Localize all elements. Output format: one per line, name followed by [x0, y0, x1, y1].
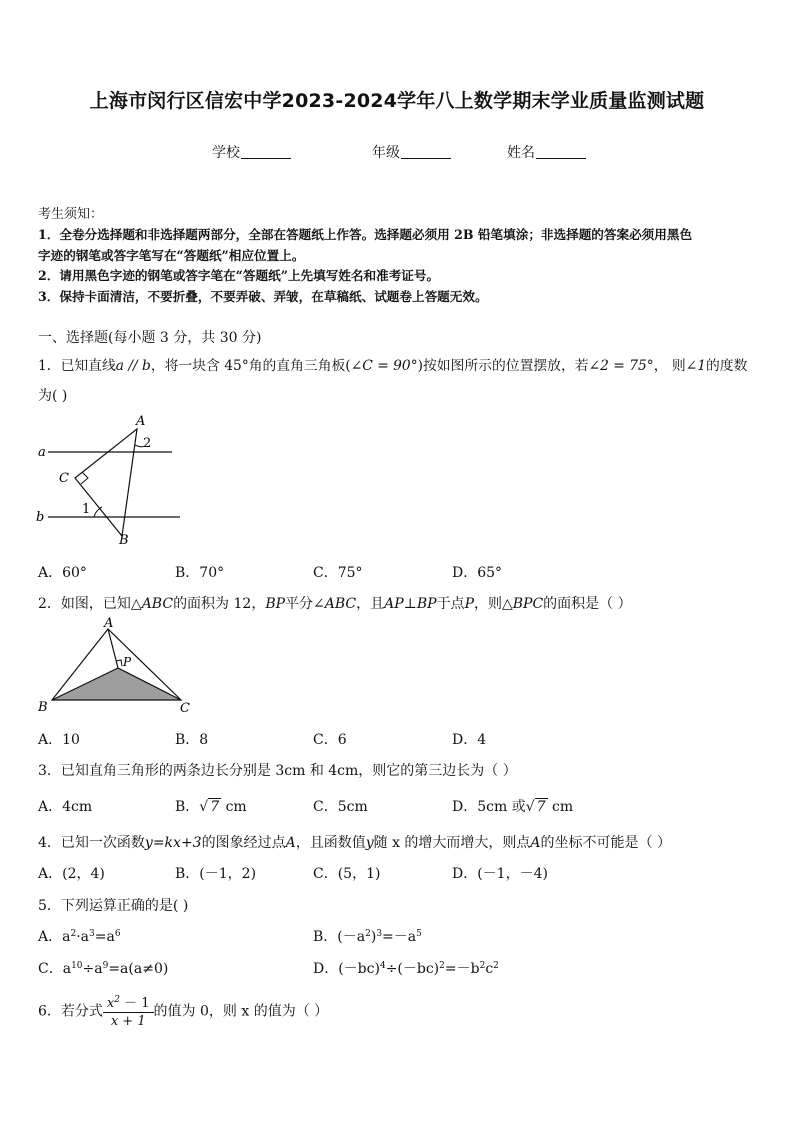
q4-point-a: A [285, 835, 296, 851]
label-line-b: b [36, 510, 45, 525]
name-field [507, 142, 586, 162]
grade-blank [401, 157, 451, 159]
q4-point-a-2: A [530, 835, 541, 851]
q1-option-c[interactable]: C．75° [313, 565, 363, 581]
q5-d-part: ÷(－bc) [385, 961, 440, 977]
q3-option-d-prefix: D．5cm 或 [452, 799, 526, 815]
q2-option-b[interactable]: B．8 [175, 732, 209, 748]
question-4-text [38, 832, 671, 852]
school-field [212, 142, 291, 162]
q4-option-b[interactable]: B．(－1，2) [175, 866, 257, 882]
q5-a-part: ·a [76, 929, 89, 945]
q2-text-5: 于点 [436, 596, 465, 612]
question-2-text [38, 593, 632, 613]
section-1-heading: 一、选择题(每小题 3 分，共 30 分) [38, 330, 262, 346]
q2-text-2: 的面积为 12， [173, 596, 266, 612]
q5-a-part: A．a [38, 929, 71, 945]
q3-option-b-prefix: B． [175, 799, 200, 815]
q1-text-3: )按如图所示的位置摆放，若 [417, 358, 589, 374]
q2-text-1: 2．如图，已知 [38, 596, 131, 612]
q5-a-exp: 3 [89, 929, 95, 939]
notice-item-1-line-2: 字迹的钢笔或答字笔写在“答题纸”相应位置上。 [38, 248, 305, 263]
q1-option-a[interactable]: A．60° [38, 565, 87, 581]
q1-text-2: ，将一块含 45°角的直角三角板( [150, 358, 351, 374]
q4-option-a[interactable]: A．(2，4) [38, 866, 105, 882]
notice-heading: 考生须知： [38, 207, 104, 222]
q1-figure [30, 410, 200, 550]
q5-option-b[interactable] [313, 926, 422, 946]
q4-y: y [365, 835, 374, 851]
q4-option-d[interactable]: D．(－1，－4) [452, 866, 548, 882]
notice-item-2: 2．请用黑色字迹的钢笔或答字笔在“答题纸”上先填写姓名和准考证号。 [38, 268, 440, 283]
q6-denominator: x + 1 [110, 1014, 146, 1029]
q2-text-4: ，且 [356, 596, 385, 612]
q2-text-7: 的面积是（ ） [543, 596, 632, 612]
notice-item-3: 3．保持卡面清洁，不要折叠，不要弄破、弄皱，在草稿纸、试题卷上答题无效。 [38, 289, 488, 304]
q1-option-b[interactable]: B．70° [175, 565, 225, 581]
q4-text-2: 的图象经过点 [201, 835, 286, 851]
label-a-point: A [136, 414, 146, 429]
q5-c-exp: 9 [102, 961, 109, 971]
q5-a-part: =a [94, 929, 115, 945]
q4-text-5: 的坐标不可能是（ ） [540, 835, 671, 851]
q6-numerator [103, 992, 154, 1013]
notice-item-1-line-1: 1．全卷分选择题和非选择题两部分，全部在答题纸上作答。选择题必须用 2B 铅笔填涂；非选择题的答案必须用黑色 [38, 227, 693, 242]
q2-option-c[interactable]: C．6 [313, 732, 347, 748]
q5-c-part: C．a [38, 961, 72, 977]
label-c-point: C [180, 701, 190, 716]
q4-text-3: ，且函数值 [295, 835, 366, 851]
q5-b-part: B．(－a [313, 929, 366, 945]
question-1-line-1 [38, 354, 747, 374]
q5-b-part: ) [370, 929, 377, 945]
sqrt-icon: √ 7 [525, 799, 546, 815]
q1-angle-c: ∠C = 90° [350, 358, 418, 374]
q5-d-exp: 2 [493, 961, 499, 971]
q2-angle-abc: ∠ABC [313, 596, 357, 612]
q6-text-2: 的值为 0，则 x 的值为（ ） [153, 1003, 329, 1020]
q4-text-1: 4．已知一次函数 [38, 835, 145, 851]
segment-ap [108, 629, 118, 668]
exam-title: 上海市闵行区信宏中学2023-2024学年八上数学期末学业质量监测试题 [89, 90, 705, 112]
q3-option-d[interactable] [452, 796, 573, 816]
label-b-point: B [38, 700, 48, 715]
q5-b-part: =－a [382, 929, 417, 945]
q2-bp: BP [265, 596, 286, 612]
q3-option-b[interactable] [175, 796, 247, 816]
q2-option-a[interactable]: A．10 [38, 732, 80, 748]
q4-function: y=kx+3 [144, 835, 202, 851]
q1-parallel: a // b [115, 358, 151, 374]
q5-d-exp: 2 [479, 961, 486, 971]
name-blank [536, 157, 586, 159]
q2-text-6: ，则 [473, 596, 502, 612]
label-b-point: B [119, 533, 129, 548]
q4-option-c[interactable]: C．(5，1) [313, 866, 381, 882]
shaded-triangle-bpc [52, 668, 181, 700]
q2-text-3: 平分 [285, 596, 314, 612]
sqrt-icon: √ 7 [199, 799, 220, 815]
q3-option-b-unit: cm [225, 799, 247, 815]
q6-num-base: x [106, 996, 115, 1011]
q5-d-exp: 4 [379, 961, 386, 971]
q5-c-exp: 10 [71, 961, 83, 971]
triangle-abc [75, 429, 137, 536]
q2-triangle-abc: △ABC [130, 596, 174, 612]
q6-num-exp: 2 [114, 995, 120, 1005]
q5-option-c[interactable] [38, 958, 168, 978]
q3-option-a[interactable]: A．4cm [38, 799, 93, 815]
q3-option-d-radicand: 7 [536, 799, 546, 815]
label-angle-1: 1 [82, 502, 91, 517]
school-blank [241, 157, 291, 159]
q5-d-exp: 2 [439, 961, 445, 971]
right-angle-mark [81, 472, 88, 484]
q5-a-exp: 2 [70, 929, 77, 939]
label-p-point: P [123, 655, 132, 669]
question-6-text [38, 992, 328, 1029]
q4-text-4: 随 x 的增大而增大，则点 [373, 835, 531, 851]
q6-text-1: 6．若分式 [38, 1003, 103, 1020]
q5-a-exp: 6 [114, 929, 121, 939]
question-3-text: 3．已知直角三角形的两条边长分别是 3cm 和 4cm，则它的第三边长为（ ） [38, 763, 517, 779]
name-label: 姓名 [507, 145, 535, 161]
school-label: 学校 [212, 145, 240, 161]
q5-d-part: c [485, 961, 494, 977]
q2-perpendicular: AP⊥BP [384, 596, 437, 612]
q1-angle-2: ∠2 = 75° [588, 358, 654, 374]
q1-text-1: 1．已知直线 [38, 358, 116, 374]
q3-option-c[interactable]: C．5cm [313, 799, 368, 815]
q5-d-part: =－b [444, 961, 480, 977]
q1-text-4: ， 则 [653, 358, 686, 374]
q5-b-exp: 5 [416, 929, 422, 939]
q6-fraction [103, 992, 154, 1029]
q2-option-d[interactable]: D．4 [452, 732, 487, 748]
q3-option-b-radicand: 7 [210, 799, 220, 815]
q5-option-a[interactable] [38, 926, 121, 946]
question-1-line-2: 为( ) [38, 388, 68, 404]
q6-num-rest: － 1 [124, 996, 150, 1011]
q1-text-5: 的度数 [706, 358, 748, 374]
q2-point-p: P [464, 596, 474, 612]
label-a-point: A [104, 616, 114, 631]
q5-c-part: ÷a [82, 961, 103, 977]
label-c-point: C [59, 471, 69, 486]
angle-1-arc [94, 507, 102, 517]
q5-c-part: =a(a≠0) [108, 961, 169, 977]
question-5-text: 5．下列运算正确的是( ) [38, 898, 189, 914]
q5-d-part: D．(－bc) [313, 961, 380, 977]
q1-option-d[interactable]: D．65° [452, 565, 503, 581]
q5-b-exp: 2 [365, 929, 371, 939]
label-angle-2: 2 [143, 436, 152, 451]
q1-angle-1: ∠1 [685, 358, 707, 374]
grade-field [372, 142, 451, 162]
grade-label: 年级 [372, 145, 400, 161]
q5-option-d[interactable] [313, 958, 499, 978]
q2-figure [30, 616, 200, 716]
label-line-a: a [38, 445, 46, 460]
q3-option-d-unit: cm [552, 799, 574, 815]
q5-b-exp: 3 [376, 929, 383, 939]
q2-triangle-bpc: △BPC [501, 596, 544, 612]
